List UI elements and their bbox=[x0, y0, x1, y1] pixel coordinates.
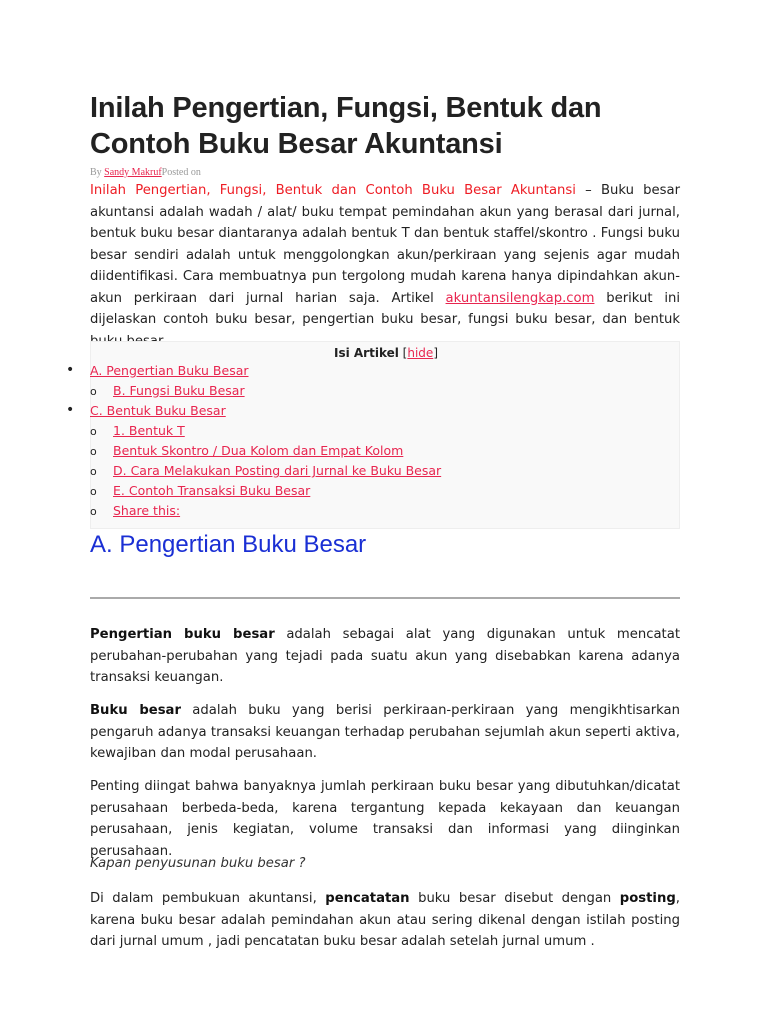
intro-paragraph bbox=[90, 180, 680, 352]
toc-bullet-disc: • bbox=[66, 362, 75, 378]
intro-lead: Inilah Pengertian, Fungsi, Bentuk dan Contoh Buku Besar Akuntansi bbox=[90, 183, 576, 198]
term-buku-besar: Buku besar bbox=[90, 703, 181, 718]
toc-item-pengertian[interactable] bbox=[90, 362, 249, 380]
paragraph-text: , karena buku besar adalah pemindahan akun atau sering dikenal dengan istilah posting dari jurnal umum , jadi pencatatan buku besar adalah setelah jurnal umum . bbox=[90, 891, 680, 949]
toc-link[interactable]: E. Contoh Transaksi Buku Besar bbox=[113, 483, 311, 498]
question-paragraph: Kapan penyusunan buku besar ? bbox=[90, 856, 306, 871]
intro-text-1: – Buku besar akuntansi adalah wadah / alat/ buku tempat pemindahan akun yang berasal dari jurnal, bentuk buku besar diantaranya adalah bentuk T dan bentuk staffel/skontro . Fungsi buku besar sendiri adalah untuk menggolongkan akun/perkiraan yang sejenis agar mudah diidentifikasi. Cara membuatnya pun tergolong mudah karena hanya dipindahkan akun-akun perkiraan dari jurnal harian saja. Artikel bbox=[90, 183, 681, 306]
toc-header bbox=[91, 344, 681, 362]
toc-link[interactable]: C. Bentuk Buku Besar bbox=[90, 403, 226, 418]
toc-hide-link[interactable]: hide bbox=[407, 346, 434, 360]
toc-title: Isi Artikel bbox=[333, 346, 399, 360]
toc-link[interactable]: Bentuk Skontro / Dua Kolom dan Empat Kolom bbox=[113, 443, 404, 458]
term-pengertian-buku-besar: Pengertian buku besar bbox=[90, 627, 275, 642]
section-heading-pengertian: A. Pengertian Buku Besar bbox=[90, 531, 367, 558]
toc-link[interactable]: A. Pengertian Buku Besar bbox=[90, 363, 249, 378]
toc-item-skontro[interactable] bbox=[113, 442, 403, 460]
section-divider bbox=[90, 597, 680, 599]
byline-posted: Posted on bbox=[161, 167, 201, 178]
byline bbox=[90, 167, 201, 178]
toc-bullet-disc: • bbox=[66, 402, 75, 418]
toc-bullet-circle: o bbox=[90, 465, 97, 478]
paragraph-posting bbox=[90, 888, 680, 953]
intro-text-2: berikut ini dijelaskan contoh buku besar, pengertian buku besar, fungsi buku besar, dan bentuk bbox=[90, 290, 681, 327]
toc-bullet-circle: o bbox=[90, 505, 97, 518]
toc-link[interactable]: D. Cara Melakukan Posting dari Jurnal ke Buku Besar bbox=[113, 463, 442, 478]
toc-bullet-circle: o bbox=[90, 445, 97, 458]
toc-bullet-circle: o bbox=[90, 485, 97, 498]
term-posting: posting bbox=[619, 891, 676, 906]
toc-item-bentuk[interactable] bbox=[90, 402, 226, 420]
site-link[interactable]: akuntansilengkap.com bbox=[445, 290, 595, 306]
toc-bullet-circle: o bbox=[90, 425, 97, 438]
term-pencatatan: pencatatan bbox=[325, 891, 410, 906]
paragraph-text: Di dalam pembukuan akuntansi, bbox=[90, 891, 326, 906]
paragraph-buku-besar bbox=[90, 700, 680, 765]
toc-item-fungsi[interactable] bbox=[113, 382, 245, 400]
toc-link[interactable]: Share this: bbox=[113, 503, 181, 518]
toc-link[interactable]: 1. Bentuk T bbox=[113, 423, 185, 438]
byline-by: By bbox=[90, 167, 105, 178]
paragraph-penting: Penting diingat bahwa banyaknya jumlah perkiraan buku besar yang dibutuhkan/dicatat perusahaan berbeda-beda, karena tergantung kepada kekayaan dan keuangan perusahaan, jenis kegiatan, volume transaksi dan informasi yang diinginkan perusahaan. bbox=[90, 779, 680, 859]
toc-bracket-open: [ bbox=[398, 346, 408, 360]
author-link[interactable]: Sandy Makruf bbox=[104, 167, 162, 178]
toc-item-share[interactable] bbox=[113, 502, 180, 520]
toc-item-posting[interactable] bbox=[113, 462, 441, 480]
toc-bullet-circle: o bbox=[90, 385, 97, 398]
toc-bracket-close: ] bbox=[433, 346, 438, 360]
paragraph-text: adalah sebagai alat yang digunakan untuk mencatat perubahan-perubahan yang tejadi pada suatu akun yang disebabkan karena adanya transaksi keuangan. bbox=[90, 627, 680, 685]
paragraph-text: buku besar disebut dengan bbox=[409, 891, 620, 906]
toc-link[interactable]: B. Fungsi Buku Besar bbox=[113, 383, 245, 398]
toc-item-bentuk-t[interactable] bbox=[113, 422, 185, 440]
paragraph-pengertian bbox=[90, 624, 680, 689]
toc-item-contoh[interactable] bbox=[113, 482, 310, 500]
paragraph-text: adalah buku yang berisi perkiraan-perkiraan yang mengikhtisarkan pengaruh adanya transaksi keuangan terhadap perubahan sejumlah akun seperti aktiva, kewajiban dan modal perusahaan. bbox=[90, 703, 681, 761]
article-title: Inilah Pengertian, Fungsi, Bentuk dan Contoh Buku Besar Akuntansi bbox=[90, 92, 602, 160]
